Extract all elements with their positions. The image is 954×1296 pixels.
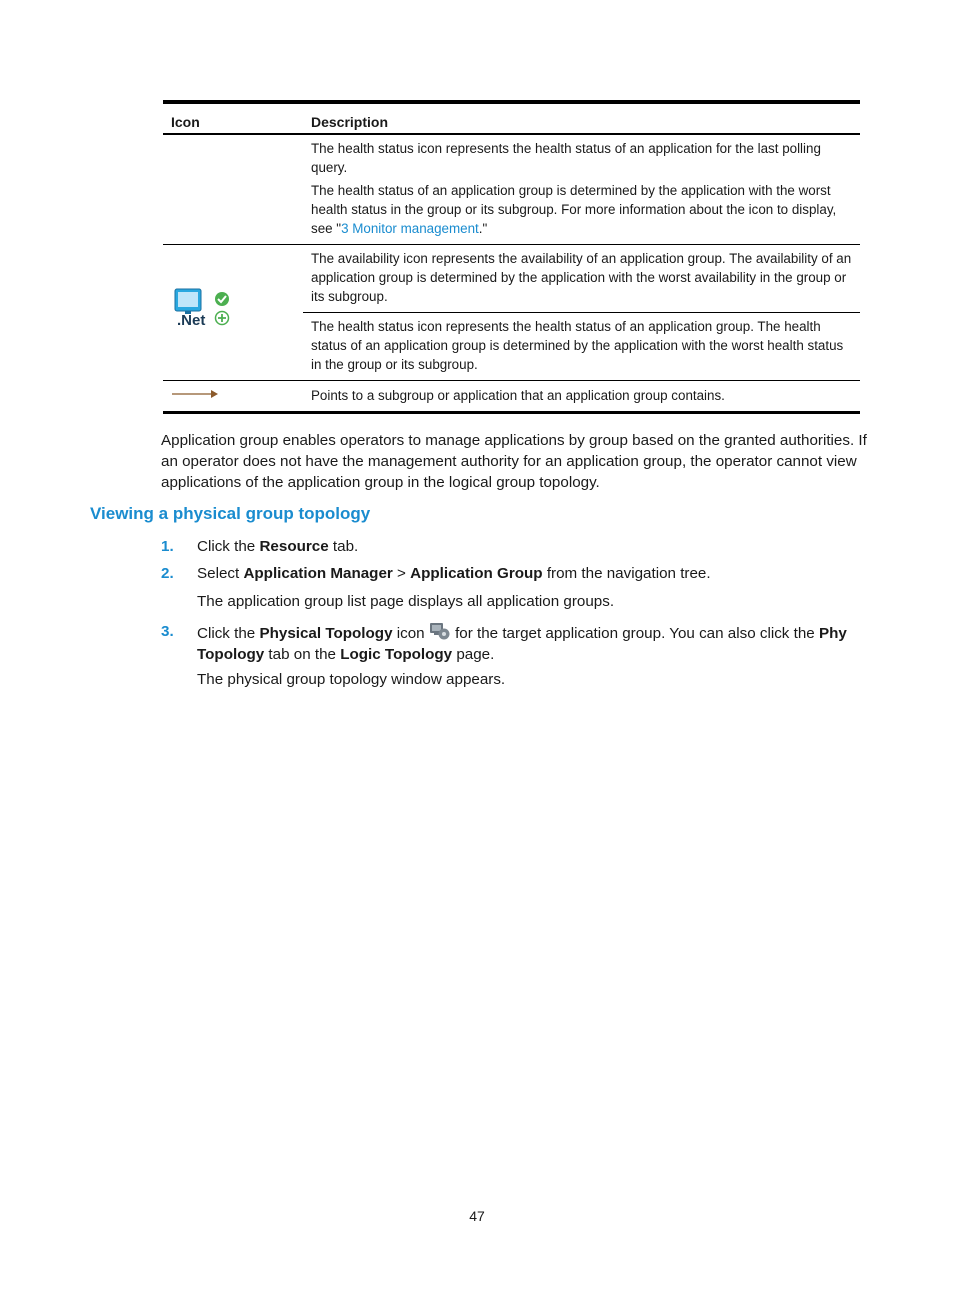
physical-topology-label: Physical Topology bbox=[259, 625, 393, 642]
intro-paragraph: Application group enables operators to manage applications by group based on the granted authorities. If an operator does not have the management authority for an application group, the operator cannot view applications of the application group in the logical group topology. bbox=[161, 432, 867, 491]
step-2-note: The application group list page displays all application groups. bbox=[197, 593, 615, 610]
logic-topology-label: Logic Topology bbox=[340, 646, 453, 663]
step-3-note: The physical group topology window appears. bbox=[197, 671, 506, 688]
health-status-description: The health status icon represents the health status of an application for the last polling query. bbox=[311, 141, 821, 175]
arrow-right-icon bbox=[171, 388, 221, 400]
monitor-management-link[interactable]: 3 Monitor management bbox=[341, 221, 479, 236]
arrow-icon-cell bbox=[163, 381, 303, 413]
arrow-description: Points to a subgroup or application that an application group contains. bbox=[311, 388, 725, 403]
step-3 bbox=[161, 621, 873, 665]
phy-topology-tab-label: Phy Topology bbox=[197, 625, 847, 663]
description-column-header: Description bbox=[303, 104, 860, 134]
group-health-description: The health status icon represents the health status of an application group. The health status of an application group is determined by the application with the worst health status in the group or its subgroup. bbox=[311, 319, 844, 372]
step-text: Click the Physical Topology icon for the target application group. You can also click the Phy Topology tab on the Logic Topology page. bbox=[197, 621, 873, 665]
step-text: Click the Resource tab. bbox=[197, 538, 359, 555]
icon-cell-empty bbox=[163, 134, 303, 245]
health-group-text-end: ." bbox=[478, 221, 488, 236]
icon-column-header: Icon bbox=[163, 104, 303, 134]
health-group-description bbox=[311, 181, 852, 238]
physical-topology-icon bbox=[429, 621, 451, 641]
section-heading: Viewing a physical group topology bbox=[90, 504, 371, 523]
table-header-row bbox=[163, 104, 860, 134]
net-application-group-icon bbox=[171, 287, 233, 333]
step-text: Select Application Manager > Application Group from the navigation tree. bbox=[197, 565, 711, 582]
step-number: 3. bbox=[161, 623, 174, 640]
application-manager-label: Application Manager bbox=[243, 565, 393, 582]
description-cell bbox=[303, 134, 860, 245]
page-number: 47 bbox=[469, 1208, 485, 1224]
svg-text:.Net: .Net bbox=[177, 312, 206, 329]
table-row bbox=[163, 134, 860, 245]
table-row bbox=[163, 381, 860, 413]
arrow-description-cell bbox=[303, 381, 860, 413]
availability-description-cell bbox=[303, 245, 860, 313]
step-number: 1. bbox=[161, 538, 174, 555]
health-description-cell bbox=[303, 313, 860, 381]
step-number: 2. bbox=[161, 565, 174, 582]
icon-description-table bbox=[163, 100, 860, 414]
health-group-text: The health status of an application group is determined by the application with the worst health status in the group or its subgroup. For more information about the icon to display, see " bbox=[311, 183, 837, 236]
table-row bbox=[163, 245, 860, 313]
application-group-label: Application Group bbox=[410, 565, 543, 582]
icon-cell bbox=[163, 245, 303, 381]
resource-tab-label: Resource bbox=[259, 538, 329, 555]
availability-description: The availability icon represents the availability of an application group. The availability of an application group is determined by the application with the worst availability in the group or its subgroup. bbox=[311, 251, 852, 304]
